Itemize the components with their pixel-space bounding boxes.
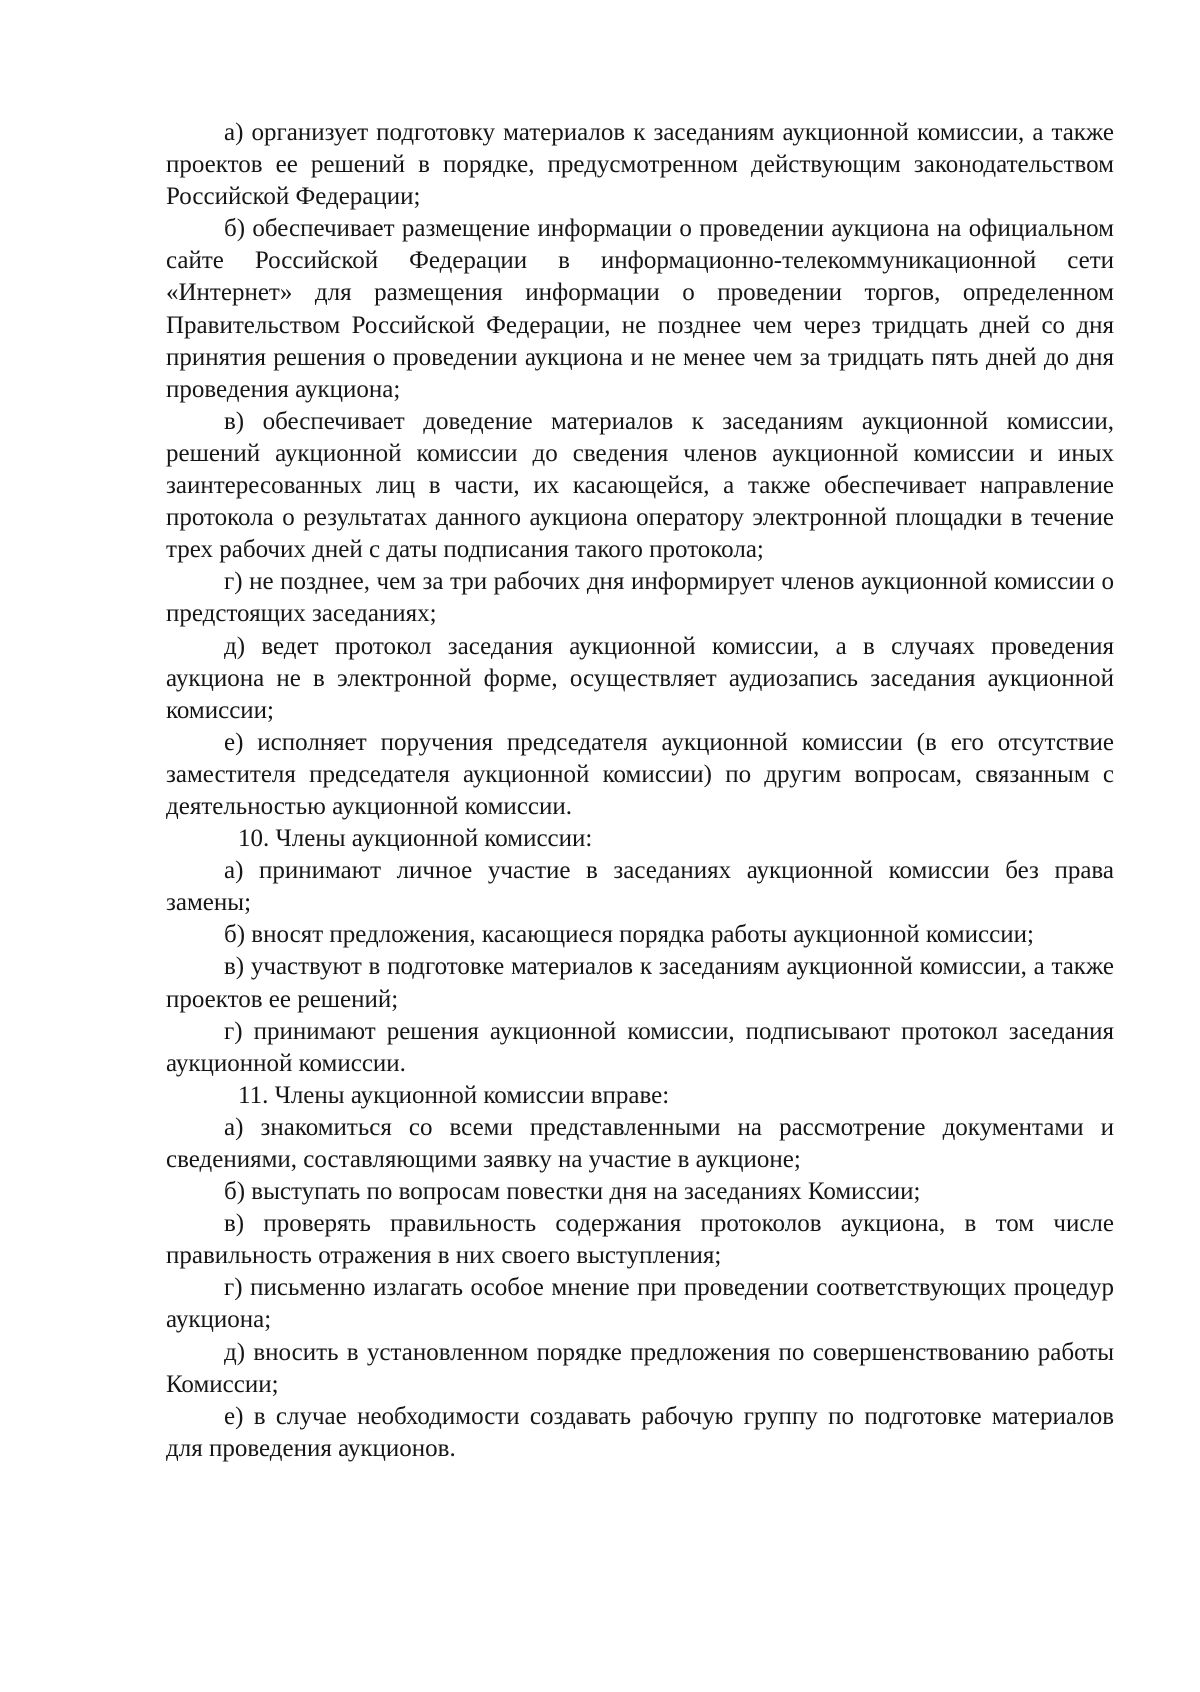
paragraph-10v: в) участвуют в подготовке материалов к заседаниям аукционной комиссии, а также проектов ее решений;	[166, 953, 1114, 1013]
paragraph-9a: а) организует подготовку материалов к заседаниям аукционной комиссии, а также проектов ее решений в порядке, предусмотренном действующим законодательством Российской Федерации;	[166, 119, 1114, 211]
paragraph-11v: в) проверять правильность содержания протоколов аукциона, в том числе правильность отражения в них своего выступления;	[166, 1210, 1114, 1270]
paragraph-11e: е) в случае необходимости создавать рабочую группу по подготовке материалов для проведения аукционов.	[166, 1402, 1114, 1462]
paragraph-11b: б) выступать по вопросам повестки дня на заседаниях Комиссии;	[224, 1178, 921, 1206]
paragraph-9b: б) обеспечивает размещение информации о проведении аукциона на официальном сайте Российской Федерации в информационно-телекоммуникационной сети «Интернет» для размещения информации о проведении торгов, определенном Правительством Российской Федерации, не позднее чем через тридцать дней со дня принятия решения о проведении аукциона и не менее чем за тридцать пять дней до дня проведения аукциона;	[166, 215, 1114, 403]
paragraph-9g: г) не позднее, чем за три рабочих дня информирует членов аукционной комиссии о предстоящих заседаниях;	[166, 568, 1114, 628]
paragraph-10a: а) принимают личное участие в заседаниях аукционной комиссии без права замены;	[166, 857, 1114, 917]
document-body	[166, 117, 1114, 1465]
section-11-heading: 11. Члены аукционной комиссии вправе:	[238, 1081, 670, 1109]
section-10-heading: 10. Члены аукционной комиссии:	[238, 825, 593, 853]
paragraph-9e: е) исполняет поручения председателя аукционной комиссии (в его отсутствие заместителя председателя аукционной комиссии) по другим вопросам, связанным с деятельностью аукционной комиссии.	[166, 728, 1114, 820]
paragraph-9v: в) обеспечивает доведение материалов к заседаниям аукционной комиссии, решений аукционной комиссии до сведения членов аукционной комиссии и иных заинтересованных лиц в части, их касающейся, а также обеспечивает направление протокола о результатах данного аукциона оператору электронной площадки в течение трех рабочих дней с даты подписания такого протокола;	[166, 407, 1114, 564]
paragraph-11d: д) вносить в установленном порядке предложения по совершенствованию работы Комиссии;	[166, 1338, 1114, 1398]
paragraph-9d: д) ведет протокол заседания аукционной комиссии, а в случаях проведения аукциона не в электронной форме, осуществляет аудиозапись заседания аукционной комиссии;	[166, 632, 1114, 724]
paragraph-10b: б) вносят предложения, касающиеся порядка работы аукционной комиссии;	[224, 921, 1034, 949]
paragraph-11g: г) письменно излагать особое мнение при проведении соответствующих процедур аукциона;	[166, 1274, 1114, 1334]
paragraph-11a: а) знакомиться со всеми представленными на рассмотрение документами и сведениями, составляющими заявку на участие в аукционе;	[166, 1113, 1114, 1173]
paragraph-10g: г) принимают решения аукционной комиссии, подписывают протокол заседания аукционной комиссии.	[166, 1017, 1114, 1077]
